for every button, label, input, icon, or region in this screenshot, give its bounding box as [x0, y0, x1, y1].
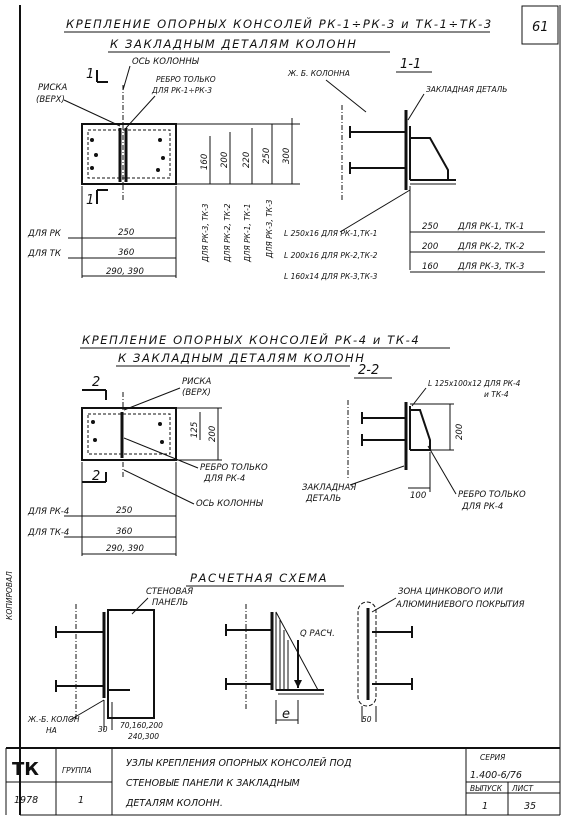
label-embedded-2a: ЗАКЛАДНАЯ: [302, 483, 357, 493]
angle-label-3: L 160х14 ДЛЯ РК-3,ТК-3: [284, 272, 378, 281]
cut1-label-top: 1: [86, 67, 95, 82]
label-embedded-2b: ДЕТАЛЬ: [306, 494, 342, 504]
dim1-200: 200: [220, 151, 230, 168]
section1-title-line2: К ЗАКЛАДНЫМ ДЕТАЛЯМ КОЛОНН: [110, 37, 358, 51]
label-e: е: [282, 707, 290, 722]
table-label-1: ДЛЯ РК-1, ТК-1: [458, 222, 525, 232]
series-value: 1.400-6/76: [470, 770, 522, 781]
tk-logo: ТК: [12, 759, 39, 780]
table-value-2: 200: [422, 242, 439, 252]
issue-label: ВЫПУСК: [470, 784, 503, 793]
scheme-3: [358, 602, 412, 722]
column-plan-1: [82, 85, 176, 200]
section-2-2-title: 2-2: [358, 363, 380, 378]
section-2-2-drawing: [348, 400, 454, 492]
dim1-250: 250: [262, 147, 272, 164]
section2-title-line2: К ЗАКЛАДНЫМ ДЕТАЛЯМ КОЛОНН: [118, 351, 366, 365]
row-rk-label-1: ДЛЯ РК: [28, 229, 61, 239]
description-line3: ДЕТАЛЯМ КОЛОНН.: [126, 798, 223, 809]
total-width-2: 290, 390: [106, 544, 144, 554]
dim2-100: 100: [410, 491, 427, 501]
label-embedded-1: ЗАКЛАДНАЯ ДЕТАЛЬ: [426, 85, 508, 94]
description-line2: СТЕНОВЫЕ ПАНЕЛИ К ЗАКЛАДНЫМ: [126, 778, 300, 789]
cut1-label-bottom: 1: [86, 193, 95, 208]
column-plan-2: [82, 392, 176, 478]
rot-label-1: ДЛЯ РК-3, ТК-3: [201, 203, 210, 262]
label-verh-2: (ВЕРХ): [182, 388, 211, 398]
cut2-label-bottom: 2: [92, 469, 101, 484]
row-tk-value-1: 360: [118, 248, 135, 258]
label-rib-2c: РЕБРО ТОЛЬКО: [458, 490, 526, 500]
label-column-3a: Ж.-Б. КОЛОН: [28, 715, 80, 724]
angle2-line1: L 125х100х12 ДЛЯ РК-4: [428, 379, 521, 388]
label-column-3b: НА: [46, 726, 57, 735]
label-rib-1b: ДЛЯ РК-1÷РК-3: [152, 86, 213, 95]
description-line1: УЗЛЫ КРЕПЛЕНИЯ ОПОРНЫХ КОНСОЛЕЙ ПОД: [126, 758, 352, 769]
dim1-220: 220: [242, 151, 252, 168]
label-q: Q РАСЧ.: [300, 629, 335, 639]
rot-label-3: ДЛЯ РК-1, ТК-1: [243, 203, 252, 262]
rot-label-4: ДЛЯ РК-3, ТК-3: [265, 199, 274, 258]
dim1-160: 160: [200, 153, 210, 170]
label-column-1: Ж. Б. КОЛОННА: [288, 69, 350, 78]
label-panel-2: ПАНЕЛЬ: [152, 598, 189, 608]
row-tk-label-1: ДЛЯ ТК: [28, 249, 61, 259]
table-label-2: ДЛЯ РК-2, ТК-2: [458, 242, 525, 252]
dim3-list2: 240,300: [128, 732, 160, 741]
label-zone-1: ЗОНА ЦИНКОВОГО ИЛИ: [398, 587, 503, 597]
section2-title-line1: КРЕПЛЕНИЕ ОПОРНЫХ КОНСОЛЕЙ РК-4 и ТК-4: [82, 333, 421, 347]
angle-label-2: L 200х16 ДЛЯ РК-2,ТК-2: [284, 251, 378, 260]
row-rk-label-2: ДЛЯ РК-4: [28, 507, 70, 517]
cut2-label-top: 2: [92, 375, 101, 390]
table-value-1: 250: [422, 222, 439, 232]
row-rk-value-2: 250: [116, 506, 133, 516]
section1-title-line1: КРЕПЛЕНИЕ ОПОРНЫХ КОНСОЛЕЙ РК-1÷РК-3 и ТК-1÷ТК-3: [66, 17, 493, 31]
dim2-125: 125: [190, 421, 200, 438]
total-width-1: 290, 390: [106, 267, 144, 277]
label-rib-1a: РЕБРО ТОЛЬКО: [156, 75, 216, 84]
section-1-1-drawing: [342, 105, 456, 200]
label-verh-1: (ВЕРХ): [36, 95, 65, 105]
label-rib-2d: ДЛЯ РК-4: [462, 502, 504, 512]
row-tk-value-2: 360: [116, 527, 133, 537]
label-panel-1: СТЕНОВАЯ: [146, 587, 194, 597]
dim3-50: 50: [362, 715, 372, 724]
angle-label-1: L 250х16 ДЛЯ РК-1,ТК-1: [284, 229, 378, 238]
label-rib-2b: ДЛЯ РК-4: [204, 474, 246, 484]
label-zone-2: АЛЮМИНИЕВОГО ПОКРЫТИЯ: [396, 600, 525, 610]
sheet-value: 35: [524, 801, 537, 812]
label-column-axis-1: ОСЬ КОЛОННЫ: [132, 57, 199, 67]
sheet-label: ЛИСТ: [512, 784, 534, 793]
label-rib-2a: РЕБРО ТОЛЬКО: [200, 463, 268, 473]
dim1-300: 300: [282, 147, 292, 164]
label-riska-2: РИСКА: [182, 377, 212, 387]
dim3-list1: 70,160,200: [120, 721, 163, 730]
page-number: 61: [532, 20, 549, 35]
group-label: ГРУППА: [62, 766, 92, 775]
dim3-30: 30: [98, 725, 108, 734]
year: 1978: [14, 795, 39, 806]
scheme-2: [226, 604, 324, 724]
row-tk-label-2: ДЛЯ ТК-4: [28, 528, 70, 538]
section-1-1-title: 1-1: [400, 57, 422, 72]
section3-title: РАСЧЕТНАЯ СХЕМА: [190, 571, 329, 585]
dim2-200-section: 200: [455, 423, 465, 440]
rot-label-2: ДЛЯ РК-2, ТК-2: [223, 203, 232, 262]
label-column-axis-2: ОСЬ КОЛОННЫ: [196, 499, 263, 509]
group-value: 1: [78, 795, 85, 806]
row-rk-value-1: 250: [118, 228, 135, 238]
table-value-3: 160: [422, 262, 439, 272]
table-label-3: ДЛЯ РК-3, ТК-3: [458, 262, 525, 272]
scheme-1: [56, 604, 154, 720]
series-label: СЕРИЯ: [480, 753, 506, 762]
side-margin-text: КОПИРОВАЛ: [5, 571, 14, 620]
issue-value: 1: [482, 801, 489, 812]
angle2-line2: и ТК-4: [484, 390, 509, 399]
dim2-200: 200: [208, 425, 218, 442]
label-riska-1: РИСКА: [38, 83, 68, 93]
